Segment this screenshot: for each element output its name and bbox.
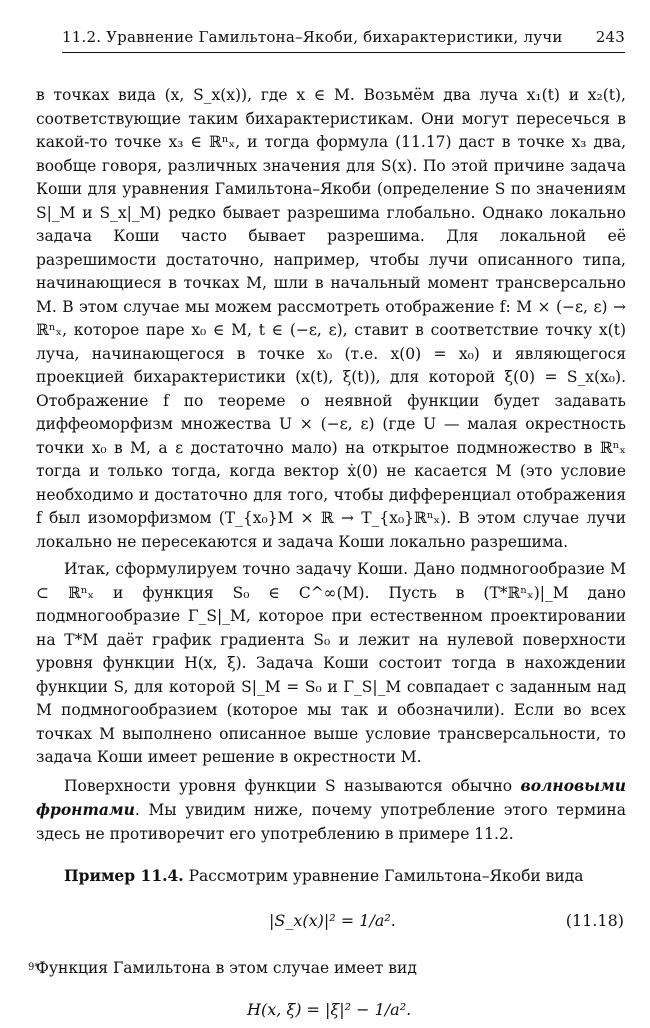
header-title: 11.2. Уравнение Гамильтона–Якоби, бихарактеристики, лучи [62, 28, 563, 46]
printer-signature: 9* [28, 962, 40, 973]
equation-hamiltonian [36, 988, 626, 1028]
page-number: 243 [595, 28, 625, 46]
running-header [62, 28, 625, 46]
equation-number: (11.18) [565, 910, 624, 930]
paragraph-1: в точках вида (x, S_x(x)), где x ∈ M. Возьмём два луча x₁(t) и x₂(t), соответствующие таким бихарактеристикам. Они могут пересечься в какой-то точке x₃ ∈ ℝⁿₓ, и тогда формула (11.17) даст в точке x₃ два, вообще говоря, различных значения для S(x). По этой причине задача Коши для уравнения Гамильтона–Якоби (определение S по значениям S|_M и S_x|_M) редко бывает разрешима глобально. Однако локально задача Коши часто бывает разрешима. Для локальной её разрешимости достаточно, например, чтобы лучи описанного типа, начинающиеся в точках M, шли в начальный момент трансверсально M. В этом случае мы можем рассмотреть отображение f: M × (−ε, ε) → ℝⁿₓ, которое паре x₀ ∈ M, t ∈ (−ε, ε), ставит в соответствие точку x(t) луча, начинающегося в точке x₀ (т.е. x(0) = x₀) и являющегося проекцией бихарактеристики (x(t), ξ(t)), для которой ξ(0) = S_x(x₀). Отображение f по теореме о неявной функции будет задавать диффеоморфизм множества U × (−ε, ε) (где U — малая окрестность точки x₀ в M, а ε достаточно мало) на открытое подмножество в ℝⁿₓ тогда и только тогда, когда вектор ẋ(0) не касается M (это условие необходимо и достаточно для того, чтобы дифференциал отображения f был изоморфизмом (T_{x₀}M × ℝ → T_{x₀}ℝⁿₓ). В этом случае лучи локально не пересекаются и задача Коши локально разрешима. [36, 86, 626, 551]
paragraph-3-start: Поверхности уровня функции S называются обычно [64, 776, 513, 795]
equation-expression: |S_x(x)|² = 1/a². [269, 910, 396, 930]
page-body [36, 84, 626, 1028]
paragraph-3 [36, 774, 626, 847]
paragraph-3-end: . Мы увидим ниже, почему употребление этого термина здесь не противоречит его употреблению в примере 11.2. [36, 801, 626, 843]
example-label: Пример 11.4. [64, 866, 184, 885]
hamiltonian-expression: H(x, ξ) = |ξ|² − 1/a². [247, 1000, 412, 1019]
equation-11-18 [36, 899, 626, 939]
hamilton-function-text: Функция Гамильтона в этом случае имеет вид [36, 958, 417, 977]
example-text: Рассмотрим уравнение Гамильтона–Якоби вида [188, 867, 584, 885]
example-heading [36, 864, 626, 889]
paragraph-2: Итак, сформулируем точно задачу Коши. Дано подмногообразие M ⊂ ℝⁿₓ и функция S₀ ∈ C^∞(M). Пусть в (T*ℝⁿₓ)|_M дано подмногообразие Γ_S|_M, которое при естественном проектировании на T*M даёт график градиента S₀ и лежит на нулевой поверхности уровня функции H(x, ξ). Задача Коши состоит тогда в нахождении функции S, для которой S|_M = S₀ и Γ_S|_M совпадает с заданным над M подмногообразием (которое мы так и обозначили). Если во всех точках M выполнено описанное выше условие трансверсальности, то задача Коши имеет решение в окрестности M. [36, 560, 626, 766]
header-rule [62, 52, 625, 53]
term-wave-fronts: волновыми фронтами [36, 775, 626, 819]
